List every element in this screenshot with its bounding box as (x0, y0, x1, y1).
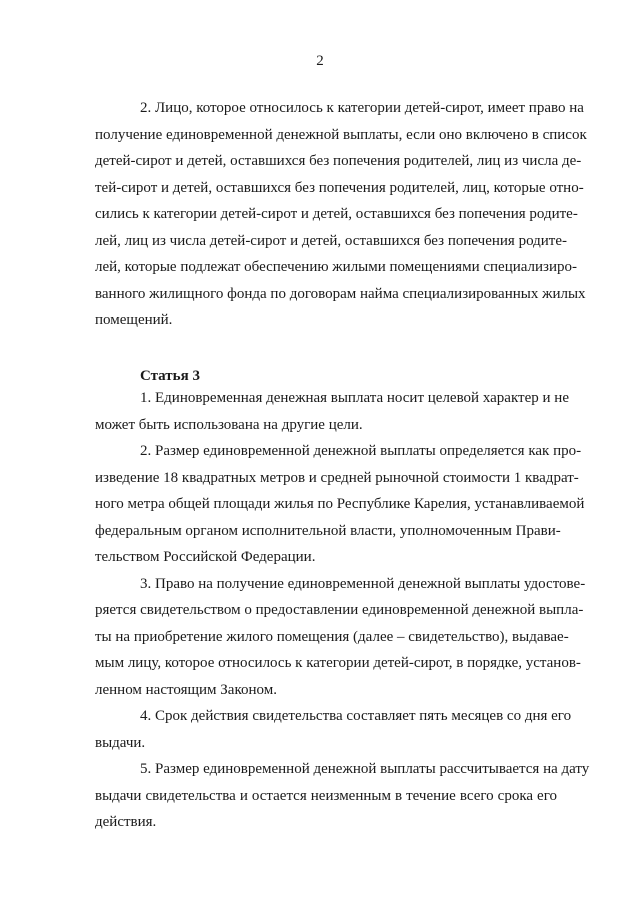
paragraph-article-3-item-3 (95, 571, 586, 704)
text-line: ванного жилищного фонда по договорам найма специализированных жилых (95, 285, 586, 302)
text-line: тей-сирот и детей, оставшихся без попечения родителей, лиц, которые отно- (95, 179, 584, 196)
text-line: ты на приобретение жилого помещения (далее – свидетельство), выдавае- (95, 628, 569, 645)
page-number: 2 (316, 53, 324, 69)
text-line: детей-сирот и детей, оставшихся без попечения родителей, лиц из числа де- (95, 153, 582, 169)
text-line: получение единовременной денежной выплаты, если оно включено в список (95, 126, 587, 143)
article-heading: Статья 3 (140, 368, 200, 384)
text-line: мым лицу, которое относилось к категории детей-сирот, в порядке, установ- (95, 655, 581, 671)
text-line: 1. Единовременная денежная выплата носит целевой характер и не (140, 390, 569, 406)
text-line: ленном настоящим Законом. (95, 681, 277, 698)
text-line: 4. Срок действия свидетельства составляет пять месяцев со дня его (140, 708, 572, 724)
text-line: лей, лиц из числа детей-сирот и детей, оставшихся без попечения родите- (95, 232, 568, 249)
text-line: 2. Размер единовременной денежной выплаты определяется как про- (140, 443, 582, 459)
paragraph-article-3-item-1 (95, 385, 569, 438)
paragraph-article-3-item-2 (95, 438, 585, 571)
text-line: ряется свидетельством о предоставлении единовременной денежной выпла- (95, 602, 584, 618)
text-line: выдачи свидетельства и остается неизменным в течение всего срока его (95, 787, 557, 804)
text-line: 2. Лицо, которое относилось к категории детей-сирот, имеет право на (140, 100, 584, 116)
text-line: помещений. (95, 312, 173, 328)
text-line: может быть использована на другие цели. (95, 416, 363, 433)
paragraph-article-2-item-2 (95, 95, 587, 334)
text-line: 5. Размер единовременной денежной выплаты рассчитывается на дату (140, 761, 590, 777)
text-line: ного метра общей площади жилья по Республике Карелия, устанавливаемой (95, 496, 585, 512)
paragraph-article-3-item-4 (95, 703, 572, 756)
article-3-body (95, 385, 590, 836)
text-line: тельством Российской Федерации. (95, 549, 316, 565)
text-line: выдачи. (95, 734, 146, 751)
text-line: сились к категории детей-сирот и детей, оставшихся без попечения родите- (95, 206, 578, 222)
text-line: изведение 18 квадратных метров и средней рыночной стоимости 1 квадрат- (95, 469, 579, 486)
paragraph-article-3-item-5 (95, 756, 590, 836)
text-line: действия. (95, 814, 157, 830)
text-line: лей, которые подлежат обеспечению жилыми помещениями специализиро- (95, 259, 577, 275)
text-line: 3. Право на получение единовременной денежной выплаты удостове- (140, 575, 586, 592)
text-line: федеральным органом исполнительной власти, уполномоченным Прави- (95, 522, 561, 539)
